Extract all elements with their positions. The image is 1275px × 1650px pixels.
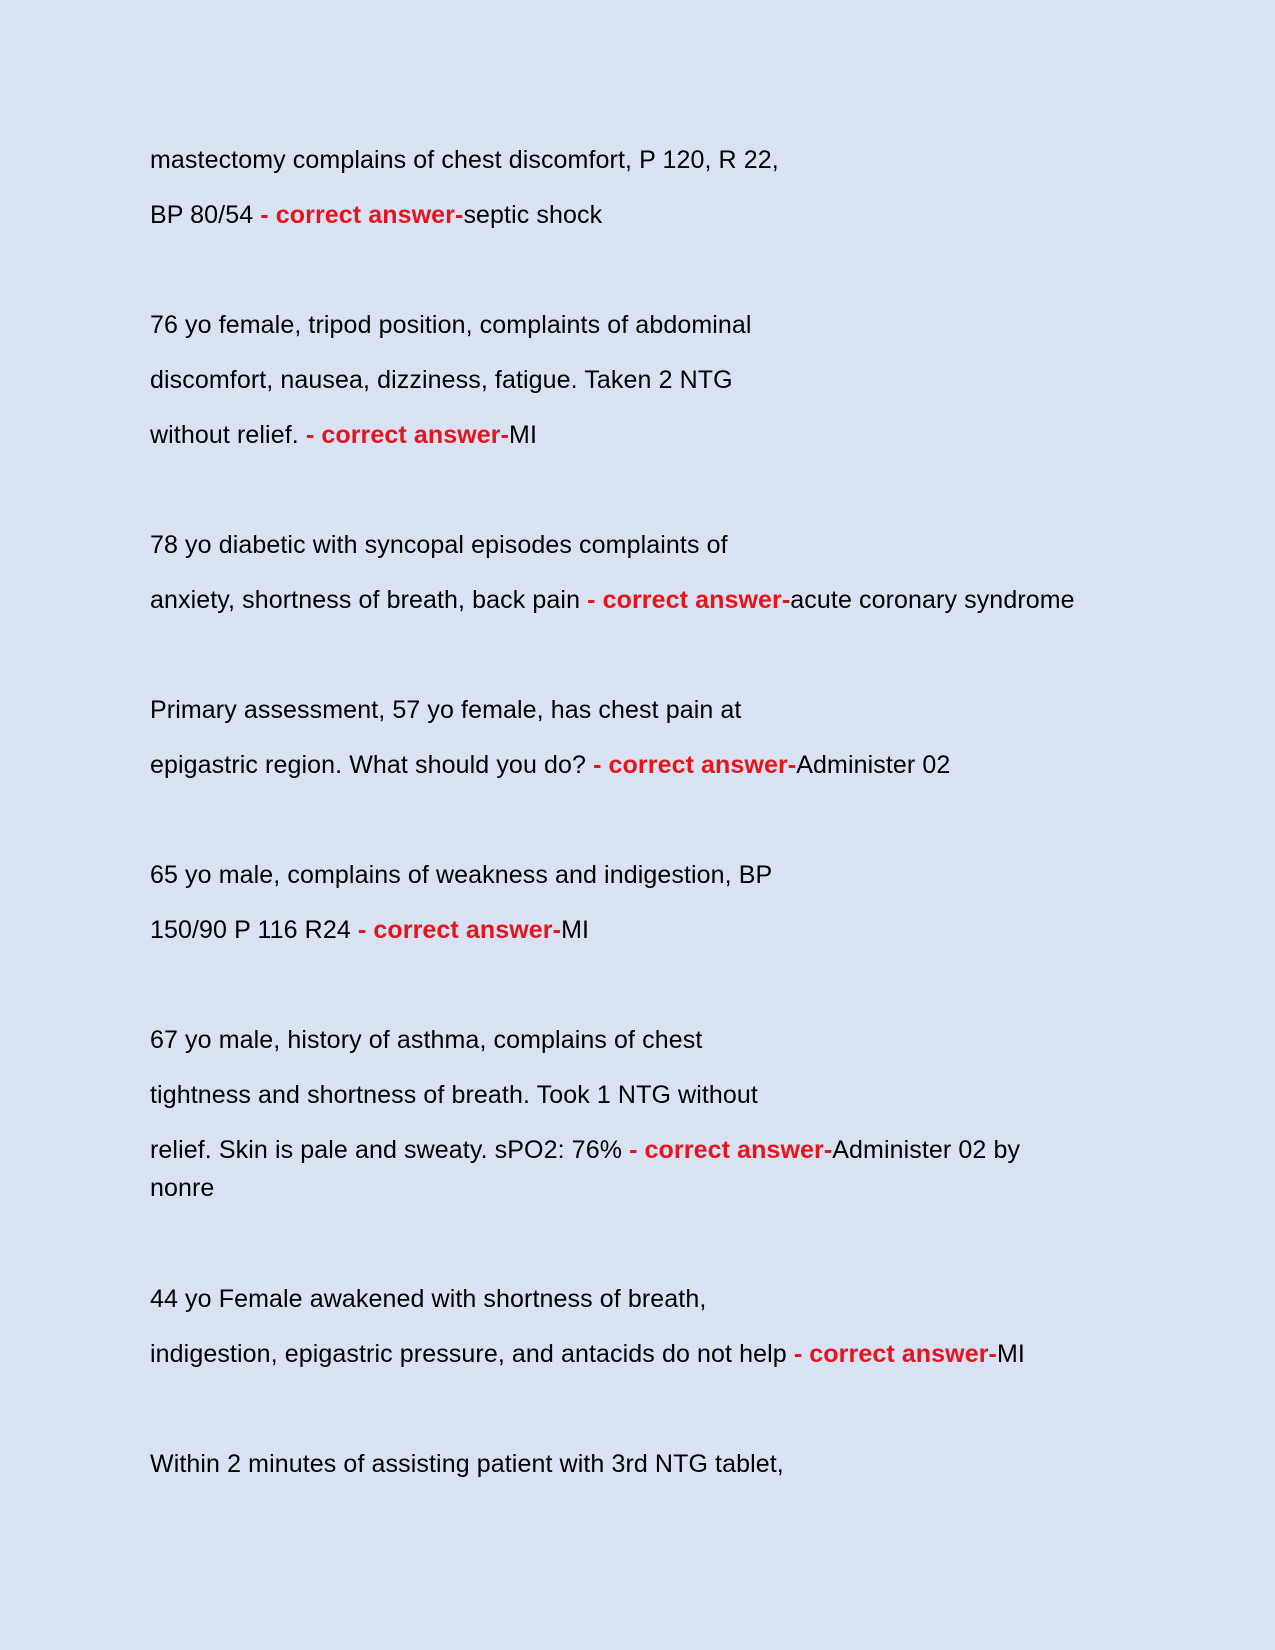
question-text: relief. Skin is pale and sweaty. sPO2: 76%	[150, 1136, 630, 1164]
question-line: 65 yo male, complains of weakness and indigestion, BP	[150, 861, 773, 889]
answer-marker: - correct answer-	[593, 751, 797, 779]
answer-text: Administer 02 by	[832, 1136, 1021, 1164]
question-block	[150, 145, 779, 230]
question-line: 67 yo male, history of asthma, complains of chest	[150, 1026, 703, 1054]
question-answer-line	[150, 1135, 1020, 1165]
question-text: epigastric region. What should you do?	[150, 751, 594, 779]
question-block	[150, 860, 772, 945]
question-line: 78 yo diabetic with syncopal episodes complaints of	[150, 531, 728, 559]
question-answer-line	[150, 750, 950, 780]
answer-marker: - correct answer-	[629, 1136, 833, 1164]
question-answer-line	[150, 200, 779, 230]
answer-text: MI	[509, 421, 537, 449]
question-block	[150, 1025, 1020, 1203]
question-line: mastectomy complains of chest discomfort, P 120, R 22,	[150, 146, 779, 174]
question-line: tightness and shortness of breath. Took 1 NTG without	[150, 1081, 758, 1109]
question-answer-line	[150, 420, 752, 450]
answer-text: acute coronary syndrome	[790, 586, 1075, 614]
question-line: 76 yo female, tripod position, complaints of abdominal	[150, 311, 752, 339]
answer-text: MI	[996, 1340, 1025, 1368]
question-text: 150/90 P 116 R24	[150, 916, 358, 944]
answer-text: septic shock	[463, 201, 603, 229]
question-line: discomfort, nausea, dizziness, fatigue. Taken 2 NTG	[150, 366, 733, 394]
question-block	[150, 310, 752, 450]
answer-marker: - correct answer-	[305, 421, 510, 449]
question-answer-line	[150, 1339, 1025, 1369]
question-block	[150, 530, 1075, 615]
answer-marker: - correct answer-	[260, 201, 464, 229]
question-line: Within 2 minutes of assisting patient with 3rd NTG tablet,	[150, 1450, 784, 1478]
question-block	[150, 695, 950, 780]
question-line: 44 yo Female awakened with shortness of breath,	[150, 1285, 707, 1313]
question-block	[150, 1284, 1025, 1369]
question-text: without relief.	[150, 421, 306, 449]
answer-marker: - correct answer-	[587, 586, 791, 614]
question-answer-line	[150, 915, 772, 945]
answer-text: Administer 02	[796, 751, 951, 779]
question-block	[150, 1449, 784, 1479]
answer-marker: - correct answer-	[793, 1340, 997, 1368]
answer-marker: - correct answer-	[357, 916, 562, 944]
answer-text: MI	[561, 916, 590, 944]
question-text: indigestion, epigastric pressure, and antacids do not help	[150, 1340, 794, 1368]
question-text: BP 80/54	[150, 201, 261, 229]
question-line: Primary assessment, 57 yo female, has chest pain at	[150, 696, 742, 724]
answer-continuation: nonre	[150, 1174, 215, 1202]
question-text: anxiety, shortness of breath, back pain	[150, 586, 588, 614]
question-answer-line	[150, 585, 1075, 615]
